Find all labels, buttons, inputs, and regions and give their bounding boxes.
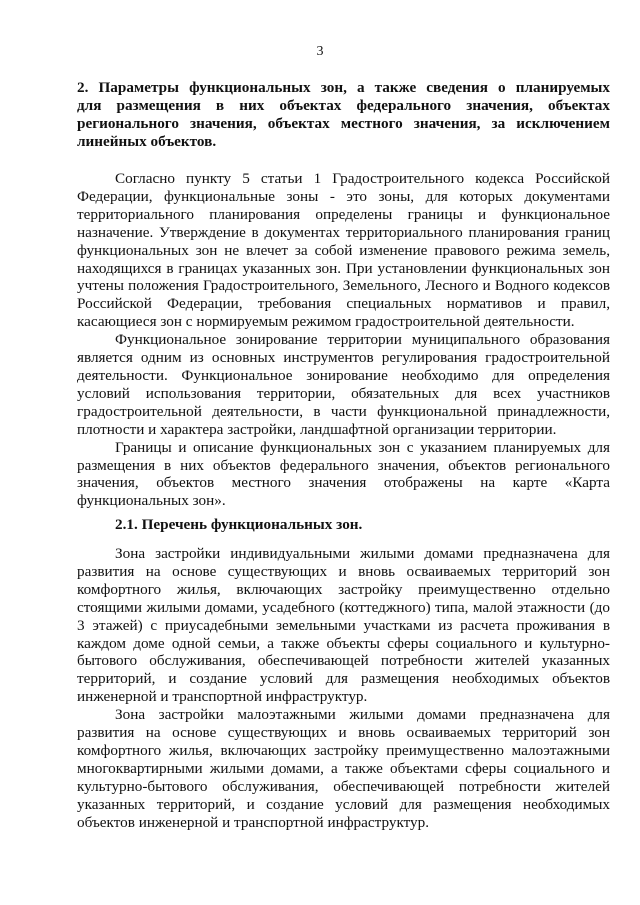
- page-number: 3: [316, 44, 324, 59]
- body-paragraph: Зона застройки индивидуальными жилыми домами предназначена для развития на основе существующих и вновь осваиваемых территорий зон комфортного жилья, включающих застройку преимущественно отдельно стоящими жилыми домами, усадебного (коттеджного) типа, малой этажности (до 3 этажей) с приусадебными земельными участками из расчета проживания в каждом доме одной семьи, а также объекты сферы социального и культурно-бытового обслуживания, обеспечивающей потребности жителей указанных территорий, и создание условий для размещения необходимых объектов инженерной и транспортной инфраструктур.: [77, 545, 610, 706]
- section-heading-line: регионального значения, объектах местного значения, за исключением: [77, 114, 610, 132]
- body-paragraph: Согласно пункту 5 статьи 1 Градостроительного кодекса Российской Федерации, функциональные зоны - это зоны, для которых документами территориального планирования определены границы и функциональное назначение. Утверждение в документах территориального планирования границ функциональных зон не влечет за собой изменение правового режима земель, находящихся в границах указанных зон. При установлении функциональных зон учтены положения Градостроительного, Земельного, Лесного и Водного кодексов Российской Федерации, требования специальных нормативов и правил, касающиеся зон с нормируемым режимом градостроительной деятельности.: [77, 170, 610, 331]
- body-paragraph: Зона застройки малоэтажными жилыми домами предназначена для развития на основе существующих и вновь осваиваемых территорий зон комфортного жилья, включающих застройку преимущественно малоэтажными многоквартирными жилыми домами, а также объектами сферы социального и культурно-бытового обслуживания, обеспечивающей потребности жителей указанных территорий, и создание условий для размещения необходимых объектов инженерной и транспортной инфраструктур.: [77, 706, 610, 831]
- section-heading-line: 2. Параметры функциональных зон, а также сведения о планируемых: [77, 79, 610, 96]
- subsection-body: [77, 545, 610, 832]
- subsection-heading: 2.1. Перечень функциональных зон.: [115, 516, 363, 533]
- subsection-heading-block: [77, 516, 610, 534]
- body-paragraph: Функциональное зонирование территории муниципального образования является одним из основных инструментов регулирования градостроительной деятельности. Функциональное зонирование необходимо для определения условий использования территории, обязательных для всех участников градостроительной деятельности, в части функциональной принадлежности, плотности и характера застройки, ландшафтной организации территории.: [77, 331, 610, 438]
- section-heading-line: для размещения в них объектах федерального значения, объектах: [77, 96, 610, 114]
- section-body: [77, 170, 610, 510]
- section-heading-line: линейных объектов.: [77, 132, 217, 150]
- body-paragraph: Границы и описание функциональных зон с указанием планируемых для размещения в них объектов федерального значения, объектов регионального значения, объектов местного значения отображены на карте «Карта функциональных зон».: [77, 438, 610, 510]
- section-heading: [77, 79, 610, 151]
